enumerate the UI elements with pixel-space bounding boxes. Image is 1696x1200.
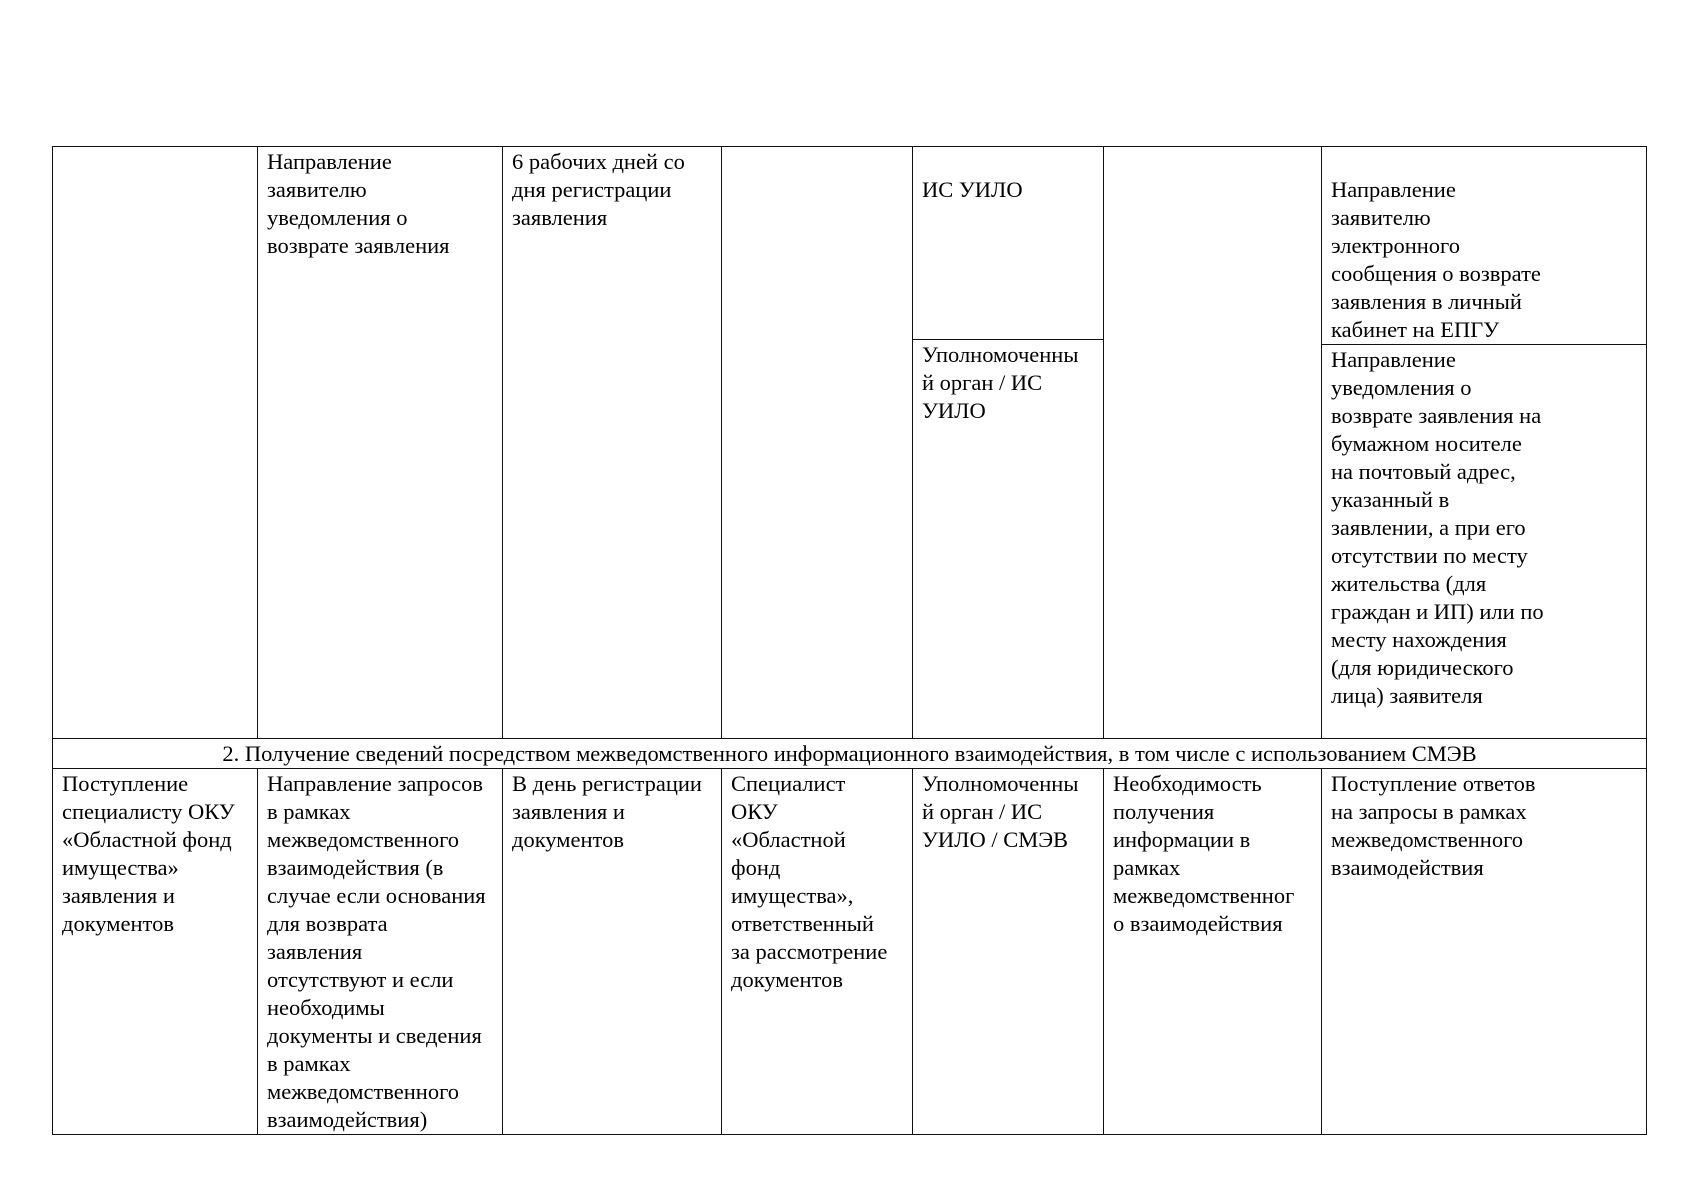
cell-criteria: Необходимость получения информации в рамках межведомственног о взаимодействия	[1104, 769, 1322, 1135]
cell-result: Поступление ответов на запросы в рамках межведомственного взаимодействия	[1322, 769, 1647, 1135]
cell-action: Направление заявителю уведомления о возврате заявления	[258, 147, 503, 739]
cell-result-a: Направление заявителю электронного сообщения о возврате заявления в личный кабинет на ЕПГУ	[1331, 177, 1541, 342]
cell-system-a: ИС УИЛО	[922, 177, 1023, 202]
cell-result-b: Направление уведомления о возврате заявления на бумажном носителе на почтовый адрес, указанный в заявлении, а при его отсутствии по месту жительства (для граждан и ИП) или по месту нахождения (для юридического лица) заявителя	[1322, 345, 1646, 711]
cell-action: Направление запросов в рамках межведомственного взаимодействия (в случае если основания для возврата заявления отсутствуют и если необходимы документы и сведения в рамках межведомственного взаимодействия)	[258, 769, 503, 1135]
cell-criteria-empty	[1104, 147, 1322, 739]
systems-subtable	[913, 175, 1103, 701]
procedure-table	[52, 146, 1647, 1135]
table-row-requests	[53, 769, 1647, 1135]
cell-responsible-empty	[722, 147, 913, 739]
cell-results	[1322, 147, 1647, 739]
cell-term: 6 рабочих дней со дня регистрации заявления	[503, 147, 722, 739]
cell-basis: Поступление специалисту ОКУ «Областной фонд имущества» заявления и документов	[53, 769, 258, 1135]
results-subtable	[1322, 175, 1646, 710]
cell-basis-empty	[53, 147, 258, 739]
section-row	[53, 739, 1647, 769]
table-row-return	[53, 147, 1647, 739]
section-heading: 2. Получение сведений посредством межведомственного информационного взаимодействия, в том числе с использованием СМЭВ	[53, 739, 1647, 769]
cell-system-b: Уполномоченны й орган / ИС УИЛО	[913, 340, 1103, 702]
cell-responsible: Специалист ОКУ «Областной фонд имущества», ответственный за рассмотрение документов	[722, 769, 913, 1135]
cell-system: Уполномоченны й орган / ИС УИЛО / СМЭВ	[913, 769, 1104, 1135]
cell-term: В день регистрации заявления и документов	[503, 769, 722, 1135]
cell-systems	[913, 147, 1104, 739]
